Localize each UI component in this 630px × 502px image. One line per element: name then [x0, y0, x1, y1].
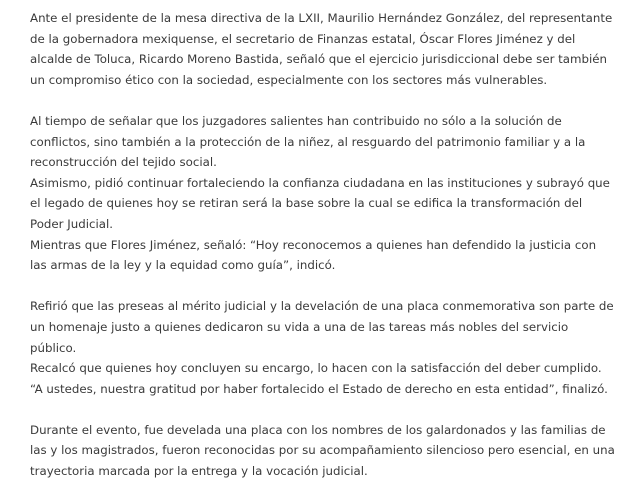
paragraph-text: Mientras que Flores Jiménez, señaló: “Hoy reconocemos a quienes han defendido la justicia con las armas de la ley y la equidad como guía”, indicó. [30, 237, 597, 273]
paragraph-4 [30, 420, 616, 482]
article-body [30, 8, 616, 502]
paragraph-text: Refirió que las preseas al mérito judicial y la develación de una placa conmemorativa son parte de un homenaje justo a quienes dedicaron su vida a una de las tareas más nobles del servicio público. [30, 299, 614, 355]
paragraph-text: Recalcó que quienes hoy concluyen su encargo, lo hacen con la satisfacción del deber cumplido. “A ustedes, nuestra gratitud por haber fortalecido el Estado de derecho en esta entidad”, finalizó. [30, 361, 608, 396]
paragraph-text: Asimismo, pidió continuar fortaleciendo la confianza ciudadana en las instituciones y subrayó que el legado de quienes hoy se retiran será la base sobre la cual se edifica la transformación del Poder Judicial. [30, 175, 610, 231]
paragraph-text: Ante el presidente de la mesa directiva de la LXII, Maurilio Hernández González, del representante de la gobernadora mexiquense, el secretario de Finanzas estatal, Óscar Flores Jiménez y del alcalde de Toluca, Ricardo Moreno Bastida, señaló que el ejercicio jurisdiccional debe ser también un compromiso ético con la sociedad, especialmente con los sectores más vulnerables. [30, 11, 613, 87]
paragraph-2 [30, 111, 616, 276]
paragraph-text: Durante el evento, fue develada una placa con los nombres de los galardonados y las familias de las y los magistrados, fueron reconocidas por su acompañamiento silencioso pero esencial, en una trayectoria marcada por la entrega y la vocación judicial. [30, 422, 615, 479]
paragraph-1 [30, 8, 616, 90]
paragraph-3 [30, 296, 616, 399]
paragraph-text: Al tiempo de señalar que los juzgadores salientes han contribuido no sólo a la solución de conflictos, sino también a la protección de la niñez, al resguardo del patrimonio familiar y a la reconstrucción del tejido social. [30, 113, 586, 170]
